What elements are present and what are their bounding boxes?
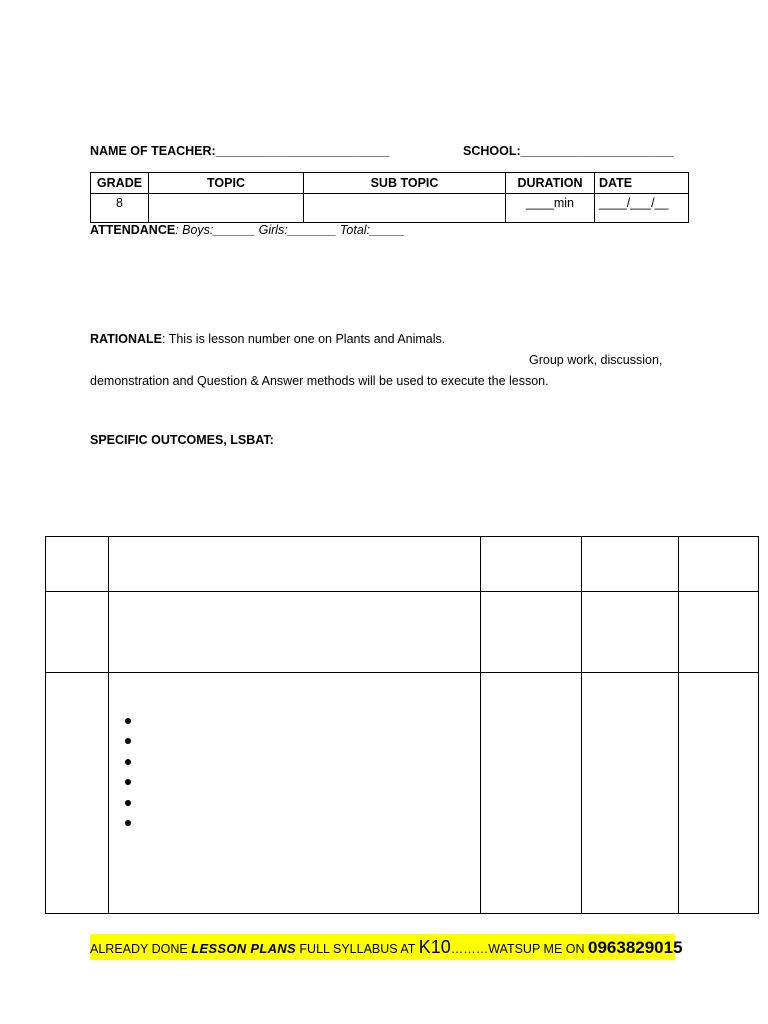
table-cell — [582, 537, 679, 592]
topic-cell — [149, 194, 304, 223]
table-row — [46, 592, 759, 673]
total-field: Total:_____ — [339, 223, 405, 237]
school-field: SCHOOL:______________________ — [463, 144, 674, 158]
grade-header: GRADE — [91, 173, 149, 194]
bullet-point — [125, 820, 131, 826]
date-header: DATE — [595, 173, 689, 194]
table-cell — [582, 673, 679, 914]
attendance-colon: : — [175, 223, 183, 237]
info-table-row — [91, 194, 689, 223]
advert-lesson-plans: LESSON PLANS — [191, 941, 296, 956]
advert-text-2: FULL SYLLABUS AT — [295, 942, 419, 956]
attendance-label: ATTENDANCE — [90, 223, 176, 237]
table-cell — [481, 537, 582, 592]
table-cell — [46, 673, 109, 914]
lesson-steps-table — [45, 536, 759, 914]
bullet-point — [125, 800, 131, 806]
table-cell — [679, 537, 759, 592]
table-cell — [46, 537, 109, 592]
girls-field: Girls:_______ — [258, 223, 337, 237]
bullet-point — [125, 779, 131, 785]
table-cell — [109, 537, 481, 592]
rationale-label: RATIONALE — [90, 332, 162, 346]
table-cell — [481, 592, 582, 673]
table-row — [46, 673, 759, 914]
teacher-name-field: NAME OF TEACHER:_________________________ — [90, 144, 390, 158]
advert-text-1: ALREADY DONE — [90, 942, 192, 956]
topic-header: TOPIC — [149, 173, 304, 194]
sub-topic-header: SUB TOPIC — [304, 173, 506, 194]
table-cell — [582, 592, 679, 673]
table-cell — [109, 592, 481, 673]
table-cell — [109, 673, 481, 914]
bullet-point — [125, 759, 131, 765]
bullet-point — [125, 718, 131, 724]
duration-header: DURATION — [506, 173, 595, 194]
specific-outcomes-heading: SPECIFIC OUTCOMES, LSBAT: — [90, 433, 274, 447]
boys-field: Boys:______ — [182, 223, 256, 237]
rationale-line-2: Group work, discussion, — [529, 353, 663, 367]
table-cell — [481, 673, 582, 914]
table-cell — [679, 592, 759, 673]
bullet-point — [125, 738, 131, 744]
advert-text-3: ………WATSUP ME ON — [450, 942, 588, 956]
advert-banner — [90, 934, 683, 960]
rationale-line-3: demonstration and Question & Answer methods will be used to execute the lesson. — [90, 374, 549, 388]
advert-phone-number: 0963829015 — [588, 938, 683, 957]
rationale-line-1 — [90, 332, 445, 346]
duration-cell: ____min — [506, 194, 595, 223]
attendance-line — [90, 223, 405, 237]
rationale-text-1: : This is lesson number one on Plants and Animals. — [162, 332, 446, 346]
date-cell: ____/___/__ — [595, 194, 689, 223]
table-cell — [46, 592, 109, 673]
table-row — [46, 537, 759, 592]
grade-cell: 8 — [91, 194, 149, 223]
info-table-header-row — [91, 173, 689, 194]
sub-topic-cell — [304, 194, 506, 223]
advert-k10: K10 — [418, 937, 451, 957]
lesson-info-table — [90, 172, 689, 223]
table-cell — [679, 673, 759, 914]
